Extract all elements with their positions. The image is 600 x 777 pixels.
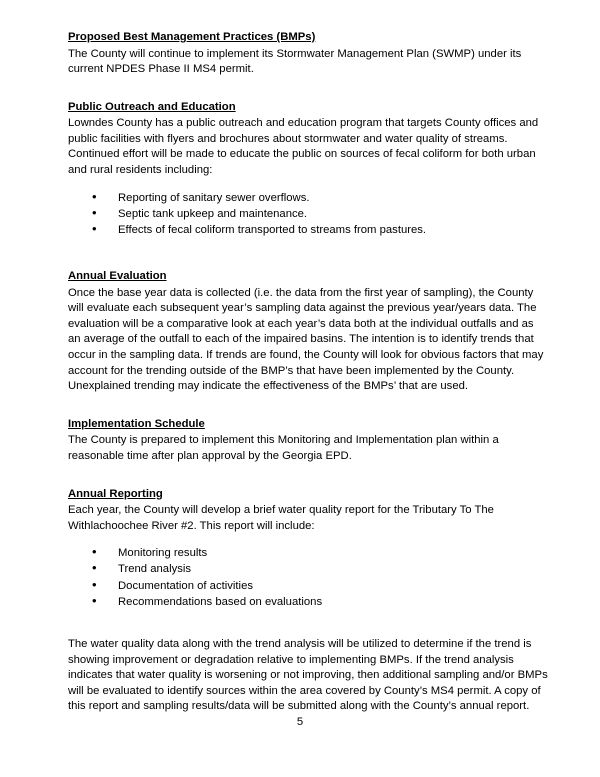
spacer — [68, 623, 548, 637]
list-item: • Effects of fecal coliform transported to streams from pastures. — [92, 222, 548, 238]
section-paragraph: Once the base year data is collected (i.e. the data from the first year of sampling), the County will evaluate each subsequent year’s sampling data against the previous year/years data. The evaluation will be a comparative look at each year’s data both at the individual outfalls and as an average of the outfall to each of the impaired basins. The intention is to identify trends that occur in the sampling data. If trends are found, the County will look for obvious factors that may account for the trending outside of the BMP’s that have been implemented by the County. Unexplained trending may indicate the effectiveness of the BMPs’ that are used. — [68, 286, 544, 393]
spacer — [68, 408, 548, 417]
section-annual-evaluation — [68, 269, 548, 395]
list-item: • Reporting of sanitary sewer overflows. — [92, 190, 548, 206]
section-heading: Annual Reporting — [68, 487, 163, 500]
section-paragraph: Each year, the County will develop a brief water quality report for the Tributary To The Withlachoochee River #2. This report will include: — [68, 504, 494, 532]
section-heading: Annual Evaluation — [68, 270, 167, 283]
section-paragraph: The County will continue to implement its Stormwater Management Plan (SWMP) under its current NPDES Phase II MS4 permit. — [68, 47, 522, 76]
section-annual-reporting — [68, 487, 548, 611]
list-item: • Septic tank upkeep and maintenance. — [92, 206, 548, 222]
section-heading: Proposed Best Management Practices (BMPs) — [68, 31, 316, 43]
list-item: • Recommendations based on evaluations — [92, 594, 548, 610]
section-paragraph: The County is prepared to implement this Monitoring and Implementation plan within a reasonable time after plan approval by the Georgia EPD. — [68, 434, 499, 462]
spacer — [68, 91, 548, 100]
page-number: 5 — [296, 716, 304, 728]
section-implementation-schedule — [68, 417, 548, 465]
section-heading: Implementation Schedule — [68, 417, 205, 430]
section-public-outreach — [68, 100, 548, 238]
section-heading: Public Outreach and Education — [68, 100, 236, 113]
closing-paragraph: The water quality data along with the trend analysis will be utilized to determine if the trend is showing improvement or degradation relative to implementing BMPs. If the trend analysis indicates that water quality is worsening or not improving, then additional sampling and/or BMPs will be evaluated to identify sources within the area covered by County’s MS4 permit. A copy of this report and sampling results/data will be submitted along with the County’s annual report. — [68, 638, 548, 713]
spacer — [68, 251, 548, 269]
bullet-list — [68, 190, 548, 239]
spacer — [68, 478, 548, 487]
section-paragraph: Lowndes County has a public outreach and education program that targets County offices and public facilities with flyers and brochures about stormwater and water quality of streams. Continued effort will be made to educate the public on sources of fecal coliform for both urban and rural residents including: — [68, 117, 539, 176]
list-item: • Documentation of activities — [92, 578, 548, 594]
list-item: • Trend analysis — [92, 561, 548, 577]
section-bmps — [68, 30, 548, 78]
list-item: • Monitoring results — [92, 545, 548, 561]
bullet-list — [68, 545, 548, 610]
